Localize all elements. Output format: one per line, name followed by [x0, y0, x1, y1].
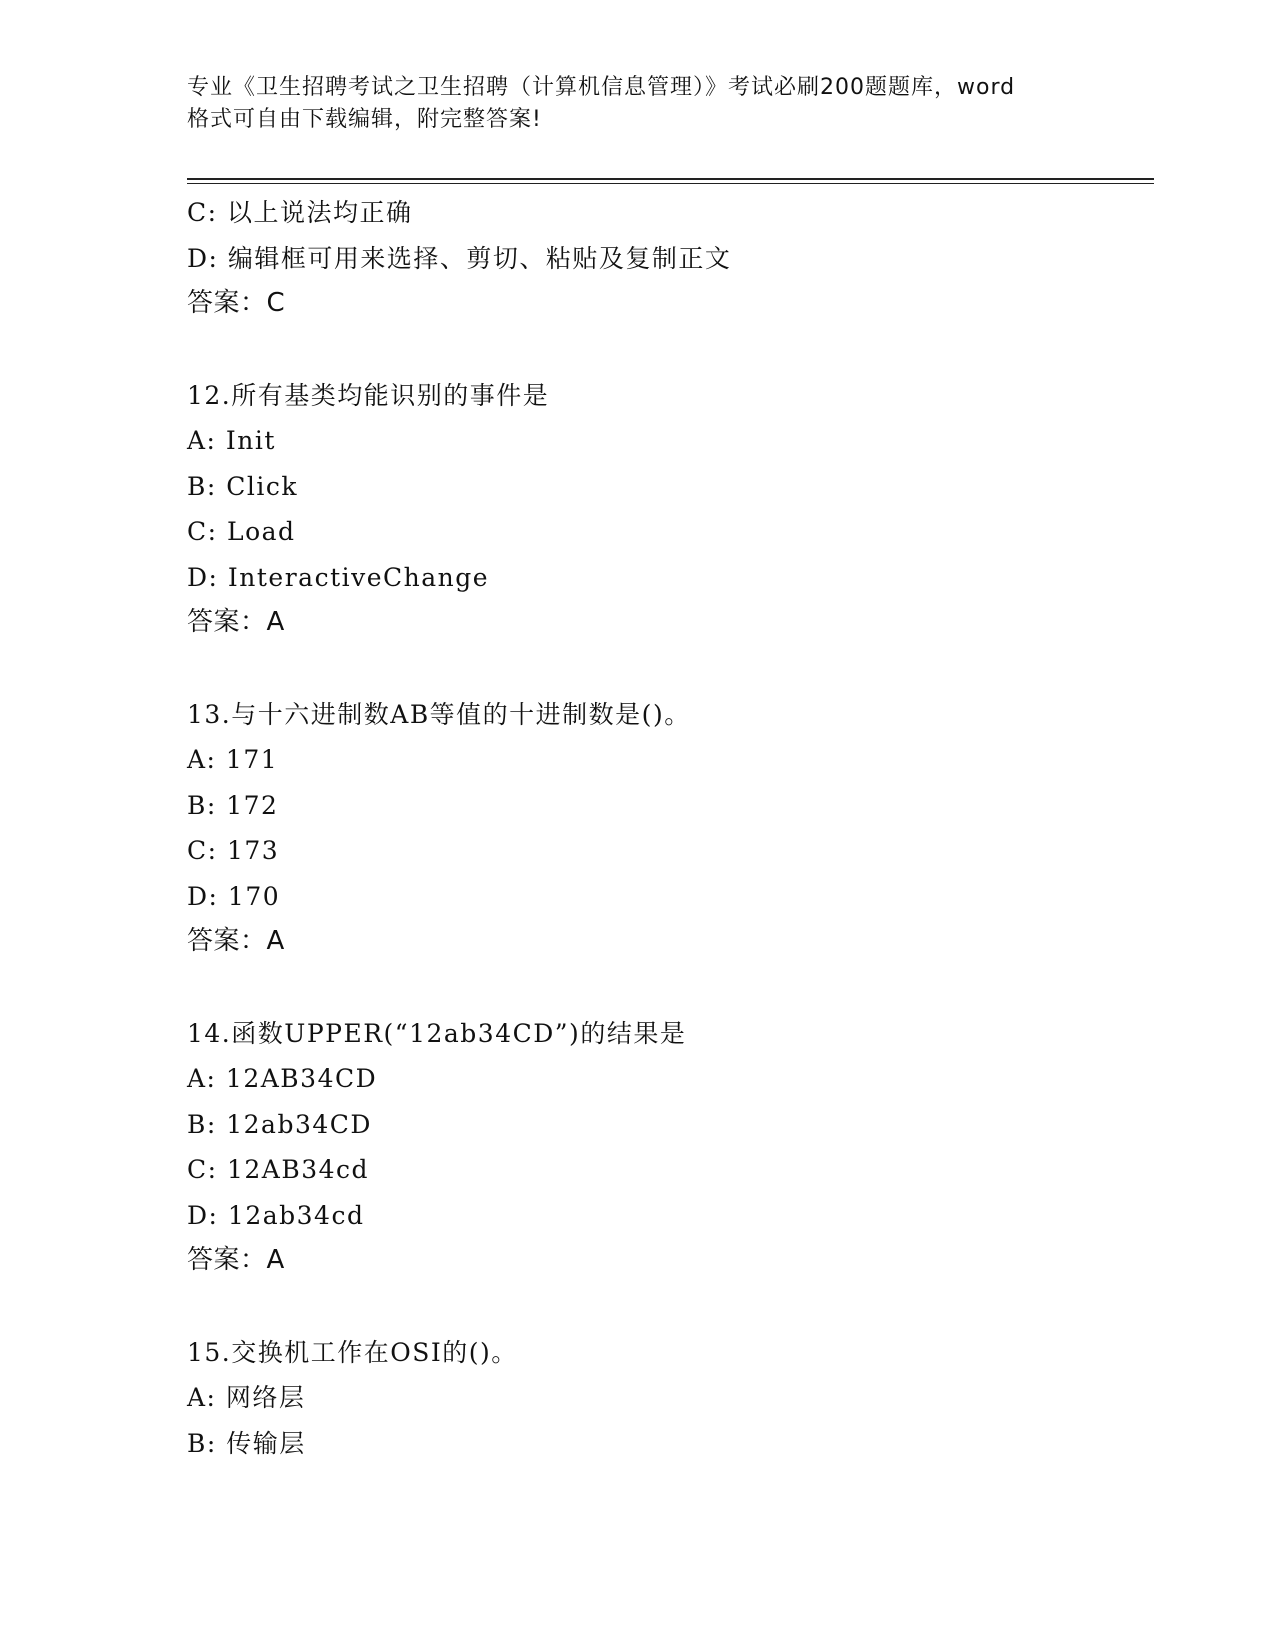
q11-option-d: D: 编辑框可用来选择、剪切、粘贴及复制正文: [187, 243, 732, 273]
q12-stem: 12.所有基类均能识别的事件是: [187, 380, 550, 410]
q12-option-a: A: Init: [187, 426, 276, 455]
q13-option-a: A: 171: [187, 745, 279, 774]
q14-option-b: B: 12ab34CD: [187, 1109, 372, 1139]
q11-option-c: C: 以上说法均正确: [187, 198, 413, 227]
q14-option-a: A: 12AB34CD: [187, 1064, 378, 1093]
q12-option-d: D: InteractiveChange: [187, 562, 490, 592]
header-rule-top: [187, 178, 1154, 180]
q11-answer: 答案：C: [187, 288, 286, 318]
q15-option-a: A: 网络层: [187, 1383, 306, 1412]
spacer: [187, 965, 1147, 1011]
q12-option-b: B: Click: [187, 471, 299, 501]
spacer: [187, 646, 1147, 692]
q13-option-d: D: 170: [187, 881, 281, 911]
header-rule-bottom: [187, 183, 1154, 184]
q13-answer: 答案：A: [187, 926, 285, 956]
document-header: [187, 72, 1087, 136]
spacer: [187, 1284, 1147, 1330]
q13-option-b: B: 172: [187, 790, 279, 820]
q15-stem: 15.交换机工作在OSI的()。: [187, 1337, 518, 1367]
q12-option-c: C: Load: [187, 517, 296, 546]
header-line-2: 格式可自由下载编辑，附完整答案!: [187, 107, 542, 132]
q14-option-d: D: 12ab34cd: [187, 1200, 365, 1230]
q15-option-b: B: 传输层: [187, 1428, 306, 1458]
question-list: [187, 190, 1147, 1466]
q14-answer: 答案：A: [187, 1245, 285, 1275]
q12-answer: 答案：A: [187, 607, 285, 637]
spacer: [187, 327, 1147, 373]
q14-stem: 14.函数UPPER(“12ab34CD”)的结果是: [187, 1018, 687, 1048]
q13-option-c: C: 173: [187, 836, 280, 865]
q13-stem: 13.与十六进制数AB等值的十进制数是()。: [187, 699, 691, 729]
q14-option-c: C: 12AB34cd: [187, 1155, 370, 1184]
header-line-1: 专业《卫生招聘考试之卫生招聘（计算机信息管理）》考试必刷200题题库，word: [187, 75, 1016, 100]
